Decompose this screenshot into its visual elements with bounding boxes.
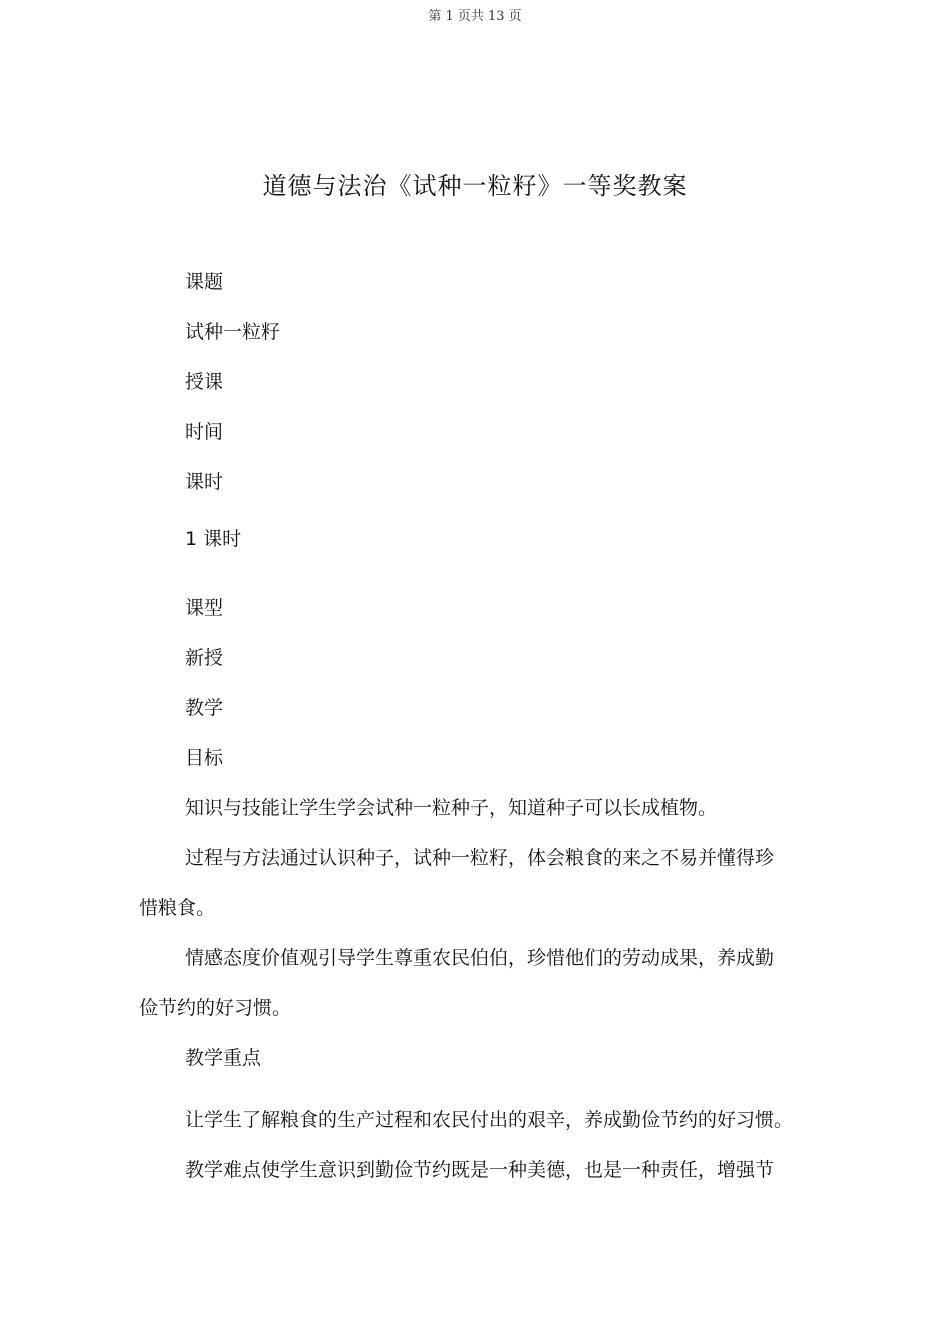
topic-label: 课题	[185, 271, 224, 293]
goal-label-line1: 教学	[185, 697, 224, 719]
topic-value: 试种一粒籽	[185, 321, 281, 343]
key-points-label: 教学重点	[185, 1047, 262, 1069]
key-points-text: 让学生了解粮食的生产过程和农民付出的艰辛，养成勤俭节约的好习惯。	[185, 1109, 794, 1131]
lesson-type-value: 新授	[185, 647, 224, 669]
goal-process-line2: 惜粮食。	[139, 897, 216, 919]
lesson-type-label: 课型	[185, 597, 224, 619]
teaching-label-line2: 时间	[185, 421, 224, 443]
period-label: 课时	[185, 471, 224, 493]
difficulty-line1: 教学难点使学生意识到勤俭节约既是一种美德，也是一种责任，增强节	[185, 1159, 775, 1181]
page-indicator: 第 1 页共 13 页	[428, 9, 522, 24]
period-value: 1 课时	[185, 528, 242, 550]
goal-emotion-line1: 情感态度价值观引导学生尊重农民伯伯，珍惜他们的劳动成果，养成勤	[185, 947, 775, 969]
goal-label-line2: 目标	[185, 747, 224, 769]
goal-emotion-line2: 俭节约的好习惯。	[139, 997, 292, 1019]
teaching-label-line1: 授课	[185, 371, 224, 393]
document-title: 道德与法治《试种一粒籽》一等奖教案	[262, 172, 688, 200]
goal-knowledge: 知识与技能让学生学会试种一粒种子，知道种子可以长成植物。	[185, 797, 718, 819]
goal-process-line1: 过程与方法通过认识种子，试种一粒籽，体会粮食的来之不易并懂得珍	[185, 847, 775, 869]
